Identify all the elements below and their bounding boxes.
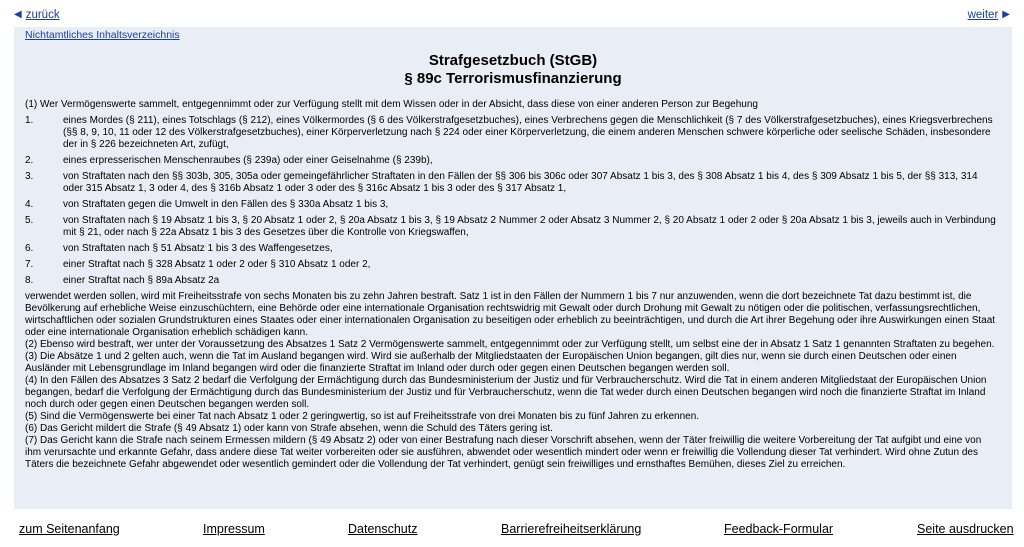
footer-links <box>0 522 1024 542</box>
list-item <box>25 155 1000 167</box>
offense-list <box>25 115 1000 287</box>
content-panel <box>14 27 1012 509</box>
list-item-number: 4. <box>25 199 34 210</box>
to-top-link[interactable]: zum Seitenanfang <box>19 522 120 536</box>
impressum-link[interactable]: Impressum <box>203 522 265 536</box>
list-item-number: 7. <box>25 259 34 270</box>
list-item-text: einer Straftat nach § 328 Absatz 1 oder 2 oder § 310 Absatz 1 oder 2, <box>63 259 371 270</box>
forward-link[interactable]: weiter <box>967 9 999 21</box>
list-item-text: eines Mordes (§ 211), eines Totschlags (§ 212), eines Völkermordes (§ 6 des Völkerstrafgesetzbuches), eines Verbrechens gegen die Menschlichkeit (§ 7 des Völkerstrafgesetzbuches), eines Kriegsverbrechens (§§ 8, 9, 10, 11 oder 12 des Völkerstrafgesetzbuches), einer Körperverletzung nach § 224 oder einer Körperverletzung, die einem anderen Menschen schwere körperliche oder seelische Schäden, insbesondere der in § 226 bezeichneten Art, zufügt, <box>63 115 993 150</box>
paragraph-4: (4) In den Fällen des Absatzes 3 Satz 2 bedarf die Verfolgung der Ermächtigung durch das Bundesministerium der Justiz und für Verbraucherschutz. Wird die Tat in einem anderen Mitgliedstaat der Europäischen Union begangen, bedarf die Verfolgung der Ermächtigung durch das Bundesministerium der Justiz und für Verbraucherschutz, wenn die Tat weder durch einen Deutschen begangen wird noch die finanzierte Straftat im Inland noch durch oder gegen einen Deutschen begangen werden soll. <box>25 375 987 410</box>
paragraph-2: (2) Ebenso wird bestraft, wer unter der Voraussetzung des Absatzes 1 Satz 2 Vermögenswerte sammelt, entgegennimmt oder zur Verfügung stellt, um selbst eine der in Absatz 1 Satz 1 genannten Straftaten zu begehen. <box>25 339 995 350</box>
forward-nav[interactable] <box>968 9 1010 21</box>
list-item-number: 6. <box>25 243 34 254</box>
list-item <box>25 171 1000 195</box>
list-item <box>25 259 1000 271</box>
list-item-number: 8. <box>25 275 34 286</box>
section-title: § 89c Terrorismusfinanzierung <box>404 70 622 87</box>
list-item <box>25 215 1000 239</box>
list-item-number: 2. <box>25 155 34 166</box>
list-item <box>25 275 1000 287</box>
title-block <box>14 52 1012 88</box>
datenschutz-link[interactable]: Datenschutz <box>348 522 418 536</box>
list-item-number: 3. <box>25 171 34 182</box>
list-item-text: von Straftaten nach den §§ 303b, 305, 305a oder gemeingefährlicher Straftaten in den Fällen der §§ 306 bis 306c oder 307 Absatz 1 bis 3, des § 308 Absatz 1 bis 4, des § 309 Absatz 1 bis 5, der §§ 313, 314 oder 315 Absatz 1, 3 oder 4, des § 316b Absatz 1 oder 3 oder des § 316c Absatz 1 bis 3 oder des § 317 Absatz 1, <box>63 171 978 194</box>
list-item <box>25 199 1000 211</box>
law-title: Strafgesetzbuch (StGB) <box>428 52 598 69</box>
top-navigation <box>14 9 1010 25</box>
list-item-text: von Straftaten nach § 19 Absatz 1 bis 3, § 20 Absatz 1 oder 2, § 20a Absatz 1 bis 3, § 19 Absatz 2 Nummer 2 oder Absatz 3 Nummer 2, § 20 Absatz 1 oder 2 oder § 20a Absatz 1 bis 3, jeweils auch in Verbindung mit § 21, oder nach § 22a Absatz 1 bis 3 des Gesetzes über die Kontrolle von Kriegswaffen, <box>63 215 996 238</box>
paragraph-5: (5) Sind die Vermögenswerte bei einer Tat nach Absatz 1 oder 2 geringwertig, so ist auf Freiheitsstrafe von drei Monaten bis zu fünf Jahren zu erkennen. <box>25 411 700 422</box>
list-item-text: eines erpresserischen Menschenraubes (§ 239a) oder einer Geiselnahme (§ 239b), <box>63 155 433 166</box>
list-item-number: 5. <box>25 215 34 226</box>
right-arrow-icon[interactable]: ▶ <box>1002 9 1010 20</box>
list-item <box>25 243 1000 255</box>
remaining-paragraphs <box>25 291 1000 471</box>
accessibility-statement-link[interactable]: Barrierefreiheitserklärung <box>501 522 642 536</box>
section-text <box>25 99 1000 471</box>
paragraph-6: (6) Das Gericht mildert die Strafe (§ 49 Absatz 1) oder kann von Strafe absehen, wenn die Schuld des Täters gering ist. <box>25 423 553 434</box>
paragraph-1-tail: verwendet werden sollen, wird mit Freiheitsstrafe von sechs Monaten bis zu zehn Jahren bestraft. Satz 1 ist in den Fällen der Nummern 1 bis 7 nur anzuwenden, wenn die dort bezeichnete Tat dazu bestimmt ist, die Bevölkerung auf erhebliche Weise einzuschüchtern, eine Behörde oder eine internationale Organisation rechtswidrig mit Gewalt oder durch Drohung mit Gewalt zu nötigen oder die politischen, verfassungsrechtlichen, wirtschaftlichen oder sozialen Grundstrukturen eines Staates oder einer internationalen Organisation zu beseitigen oder erheblich zu beeinträchtigen, und durch die Art ihrer Begehung oder ihre Auswirkungen einen Staat oder eine internationale Organisation erheblich schädigen kann. <box>25 291 996 338</box>
list-item-text: von Straftaten nach § 51 Absatz 1 bis 3 des Waffengesetzes, <box>63 243 333 254</box>
feedback-form-link[interactable]: Feedback-Formular <box>724 522 834 536</box>
list-item-text: von Straftaten gegen die Umwelt in den Fällen des § 330a Absatz 1 bis 3, <box>63 199 389 210</box>
left-arrow-icon[interactable]: ◀ <box>14 9 22 20</box>
toc-link[interactable]: Nichtamtliches Inhaltsverzeichnis <box>25 29 180 41</box>
list-item <box>25 115 1000 151</box>
list-item-text: einer Straftat nach § 89a Absatz 2a <box>63 275 220 286</box>
back-link[interactable]: zurück <box>25 9 60 21</box>
paragraph-3: (3) Die Absätze 1 und 2 gelten auch, wenn die Tat im Ausland begangen wird. Wird sie außerhalb der Mitgliedstaaten der Europäischen Union begangen, gilt dies nur, wenn sie durch einen Deutschen oder einen Ausländer mit Lebensgrundlage im Inland begangen wird oder die finanzierte Straftat im Inland oder durch oder gegen einen Deutschen begangen werden soll. <box>25 351 957 374</box>
print-page-link[interactable]: Seite ausdrucken <box>917 522 1014 536</box>
paragraph-7: (7) Das Gericht kann die Strafe nach seinem Ermessen mildern (§ 49 Absatz 2) oder von einer Bestrafung nach dieser Vorschrift absehen, wenn der Täter freiwillig die weitere Vorbereitung der Tat aufgibt und eine von ihm verursachte und erkannte Gefahr, dass andere diese Tat weiter vorbereiten oder sie ausführen, abwendet oder wesentlich mindert oder wenn er freiwillig die Vollendung dieser Tat verhindert. Wird ohne Zutun des Täters die bezeichnete Gefahr abgewendet oder wesentlich gemindert oder die Vollendung der Tat verhindert, genügt sein freiwilliges und ernsthaftes Bemühen, dieses Ziel zu erreichen. <box>25 435 982 470</box>
back-nav[interactable] <box>14 9 60 21</box>
list-item-number: 1. <box>25 115 34 126</box>
paragraph-1-intro: (1) Wer Vermögenswerte sammelt, entgegennimmt oder zur Verfügung stellt mit dem Wissen oder in der Absicht, dass diese von einer anderen Person zur Begehung <box>25 99 758 110</box>
